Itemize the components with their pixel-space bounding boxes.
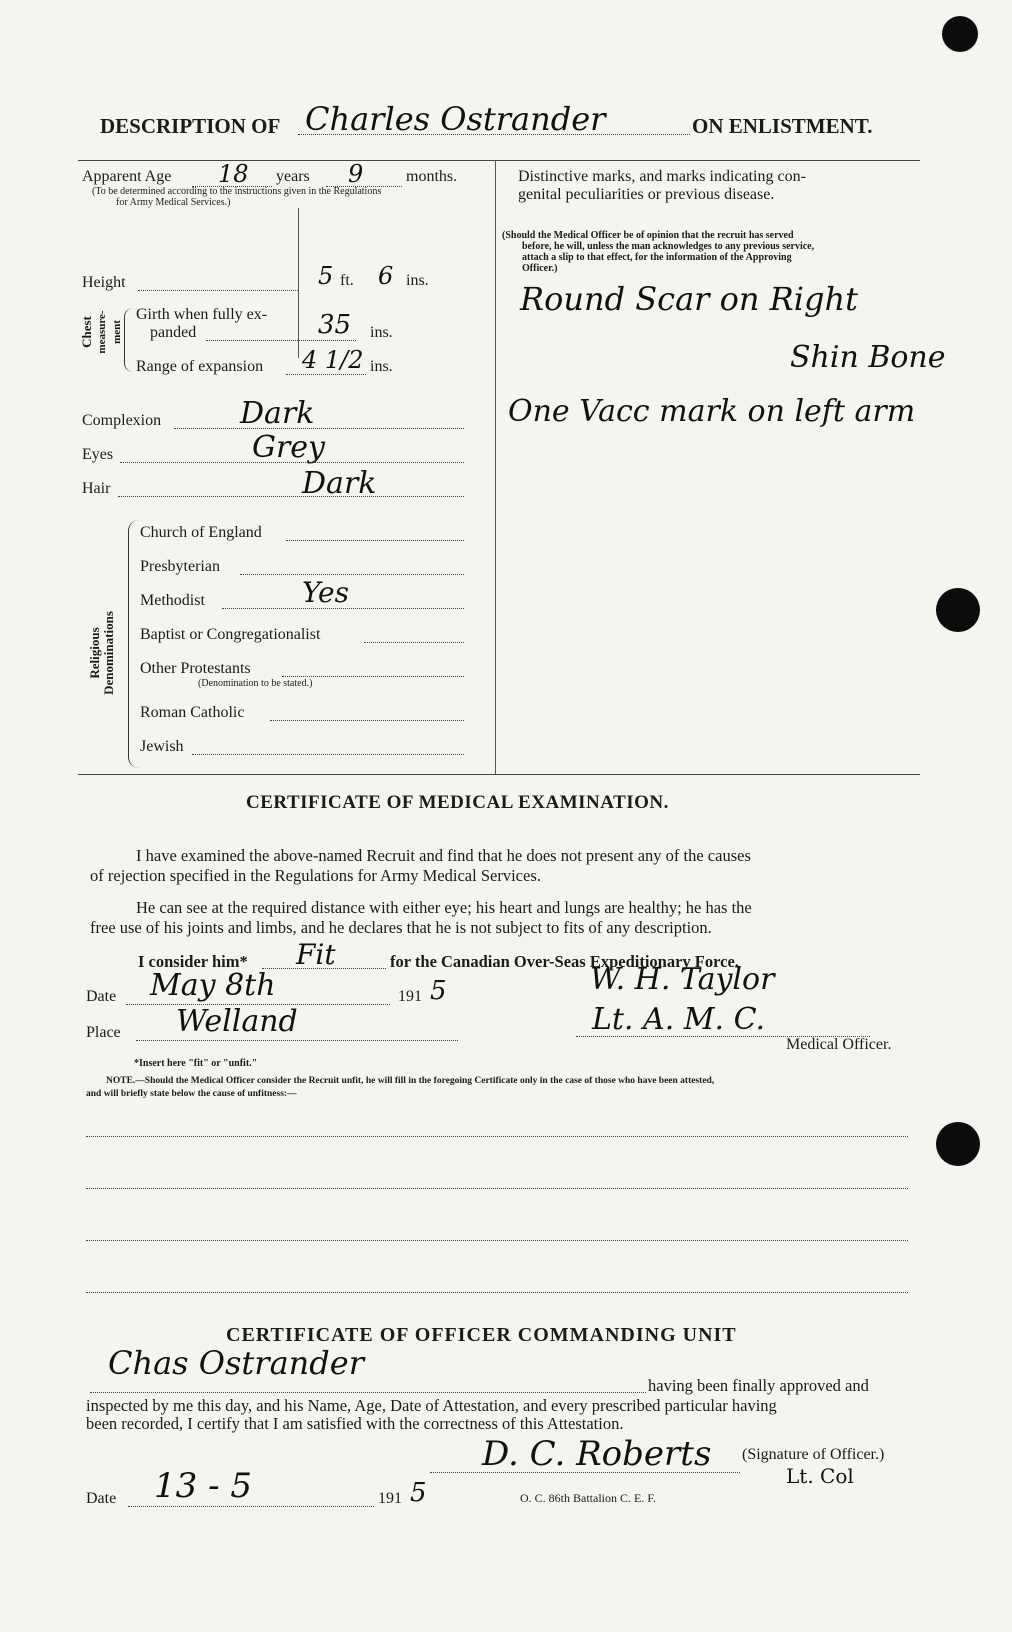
medical-officer-signature: W. H. Taylor [590, 962, 775, 997]
range-unit: ins. [370, 358, 393, 375]
girth-label-2: panded [150, 324, 197, 341]
mark-3: One Vacc mark on left arm [508, 394, 916, 429]
religion-note: (Denomination to be stated.) [198, 678, 313, 689]
religion-roman-catholic: Roman Catholic [140, 704, 245, 721]
girth-value: 35 [318, 310, 352, 340]
medical-footnote: *Insert here "fit" or "unfit." [134, 1058, 258, 1069]
medical-note-1: NOTE.—Should the Medical Officer consider the Recruit unfit, he will fill in the foregoing Certificate only in the case of those who have been attested, [106, 1076, 715, 1086]
commanding-signature-line [430, 1472, 740, 1473]
chest-side-label [80, 302, 124, 362]
religion-presbyterian: Presbyterian [140, 558, 220, 575]
column-divider [495, 160, 496, 774]
commanding-date-line [128, 1506, 374, 1507]
religion-side-label-2: Denominations [101, 611, 116, 695]
range-label: Range of expansion [136, 358, 264, 375]
height-line [138, 290, 298, 291]
height-ft-value: 5 [318, 262, 334, 290]
medical-para-1b: of rejection specified in the Regulations for Army Medical Services. [90, 866, 541, 885]
age-months-value: 9 [348, 160, 364, 188]
commanding-line-1: having been finally approved and [648, 1376, 869, 1395]
ins-label: ins. [406, 272, 429, 289]
age-note-1: (To be determined according to the instructions given in the Regulations [92, 186, 382, 197]
commanding-line-3: been recorded, I certify that I am satisfied with the correctness of this Attestation. [86, 1414, 624, 1433]
age-label: Apparent Age [82, 168, 172, 185]
medical-note-2: and will briefly state below the cause of unfitness:— [86, 1089, 297, 1099]
complexion-line [174, 428, 464, 429]
years-label: years [276, 168, 310, 185]
religion-side-label-1: Religious [87, 627, 102, 679]
religion-side-label [88, 588, 116, 718]
bottom-rule [78, 774, 920, 775]
header-prefix: DESCRIPTION OF [100, 114, 281, 138]
girth-unit: ins. [370, 324, 393, 341]
left-inner-divider [298, 208, 299, 358]
header-suffix: ON ENLISTMENT. [692, 114, 873, 138]
religion-other-protestants: Other Protestants [140, 660, 251, 677]
unfitness-line-3 [86, 1240, 908, 1241]
medical-officer-rank: Lt. A. M. C. [592, 1002, 765, 1037]
medical-year-prefix: 191 [398, 988, 422, 1005]
chest-side-label-2: measure-ment [96, 310, 123, 354]
medical-para-1a: I have examined the above-named Recruit and find that he does not present any of the causes [136, 846, 751, 865]
marks-title-2: genital peculiarities or previous disease. [518, 186, 775, 203]
commanding-title: CERTIFICATE OF OFFICER COMMANDING UNIT [226, 1324, 737, 1346]
eyes-line [120, 462, 464, 463]
religion-line-4 [364, 642, 464, 643]
religion-line-6 [270, 720, 464, 721]
marks-note-4: Officer.) [522, 263, 558, 274]
commanding-year-suffix: 5 [410, 1478, 427, 1508]
range-line [286, 374, 366, 375]
marks-title-1: Distinctive marks, and marks indicating con- [518, 168, 806, 185]
top-rule [78, 160, 920, 161]
mark-2: Shin Bone [790, 340, 946, 375]
consider-force: for the Canadian Over-Seas Expeditionary Force. [390, 952, 739, 971]
commanding-rank: Lt. Col [786, 1464, 854, 1488]
marks-note-1: (Should the Medical Officer be of opinion that the recruit has served [502, 230, 794, 241]
medical-date-value: May 8th [150, 968, 276, 1003]
ft-label: ft. [340, 272, 354, 289]
commanding-name-line [90, 1392, 646, 1393]
religion-bracket [128, 520, 139, 768]
punch-hole-bottom [936, 1122, 980, 1166]
age-years-value: 18 [218, 160, 249, 188]
chest-side-label-1: Chest [79, 316, 94, 348]
religion-line-1 [286, 540, 464, 541]
medical-title: CERTIFICATE OF MEDICAL EXAMINATION. [246, 792, 669, 813]
medical-place-label: Place [86, 1024, 121, 1041]
religion-line-3 [222, 608, 464, 609]
marks-note-2: before, he will, unless the man acknowledges to any previous service, [522, 241, 815, 252]
commanding-year-prefix: 191 [378, 1490, 402, 1507]
months-label: months. [406, 168, 458, 185]
unfitness-line-2 [86, 1188, 908, 1189]
religion-jewish: Jewish [140, 738, 184, 755]
eyes-value: Grey [252, 430, 326, 465]
medical-place-line [136, 1040, 458, 1041]
complexion-value: Dark [240, 396, 315, 431]
commanding-date-label: Date [86, 1490, 117, 1507]
medical-date-label: Date [86, 988, 117, 1005]
marks-note-3: attach a slip to that effect, for the information of the Approving [522, 252, 792, 263]
commanding-date-value: 13 - 5 [154, 1466, 252, 1506]
girth-label-1: Girth when fully ex- [136, 306, 268, 323]
hair-line [118, 496, 464, 497]
commanding-unit: O. C. 86th Battalion C. E. F. [520, 1491, 657, 1505]
hair-value: Dark [302, 466, 377, 501]
religion-line-2 [240, 574, 464, 575]
commanding-line-2: inspected by me this day, and his Name, Age, Date of Attestation, and every prescribed particular having [86, 1396, 777, 1415]
methodist-value: Yes [302, 576, 349, 609]
header-name-line [298, 134, 690, 135]
religion-methodist: Methodist [140, 592, 205, 609]
height-in-value: 6 [378, 262, 394, 290]
commanding-signature: D. C. Roberts [482, 1434, 712, 1474]
religion-church-of-england: Church of England [140, 524, 262, 541]
eyes-label: Eyes [82, 446, 114, 463]
unfitness-line-4 [86, 1292, 908, 1293]
medical-officer-label: Medical Officer. [786, 1036, 892, 1053]
girth-line [206, 340, 356, 341]
mark-1: Round Scar on Right [520, 280, 858, 318]
unfitness-line-1 [86, 1136, 908, 1137]
religion-baptist: Baptist or Congregationalist [140, 626, 321, 643]
punch-hole-top [942, 16, 978, 52]
age-note-2: for Army Medical Services.) [116, 197, 231, 208]
religion-line-7 [192, 754, 464, 755]
commanding-recruit-name: Chas Ostrander [108, 1344, 364, 1382]
chest-bracket [124, 308, 133, 372]
medical-para-2a: He can see at the required distance with either eye; his heart and lungs are healthy; he has the [136, 898, 752, 917]
height-label: Height [82, 274, 126, 291]
recruit-name: Charles Ostrander [305, 100, 606, 138]
medical-place-value: Welland [176, 1004, 298, 1039]
commanding-signature-label: (Signature of Officer.) [742, 1446, 885, 1463]
consider-value: Fit [296, 938, 336, 971]
religion-line-5 [282, 676, 464, 677]
range-value: 4 1/2 [302, 346, 364, 374]
consider-label: I consider him* [138, 952, 248, 971]
medical-para-2b: free use of his joints and limbs, and he declares that he is not subject to fits of any description. [90, 918, 712, 937]
medical-year-suffix: 5 [430, 976, 447, 1006]
punch-hole-middle [936, 588, 980, 632]
hair-label: Hair [82, 480, 111, 497]
complexion-label: Complexion [82, 412, 162, 429]
consider-line [262, 968, 386, 969]
